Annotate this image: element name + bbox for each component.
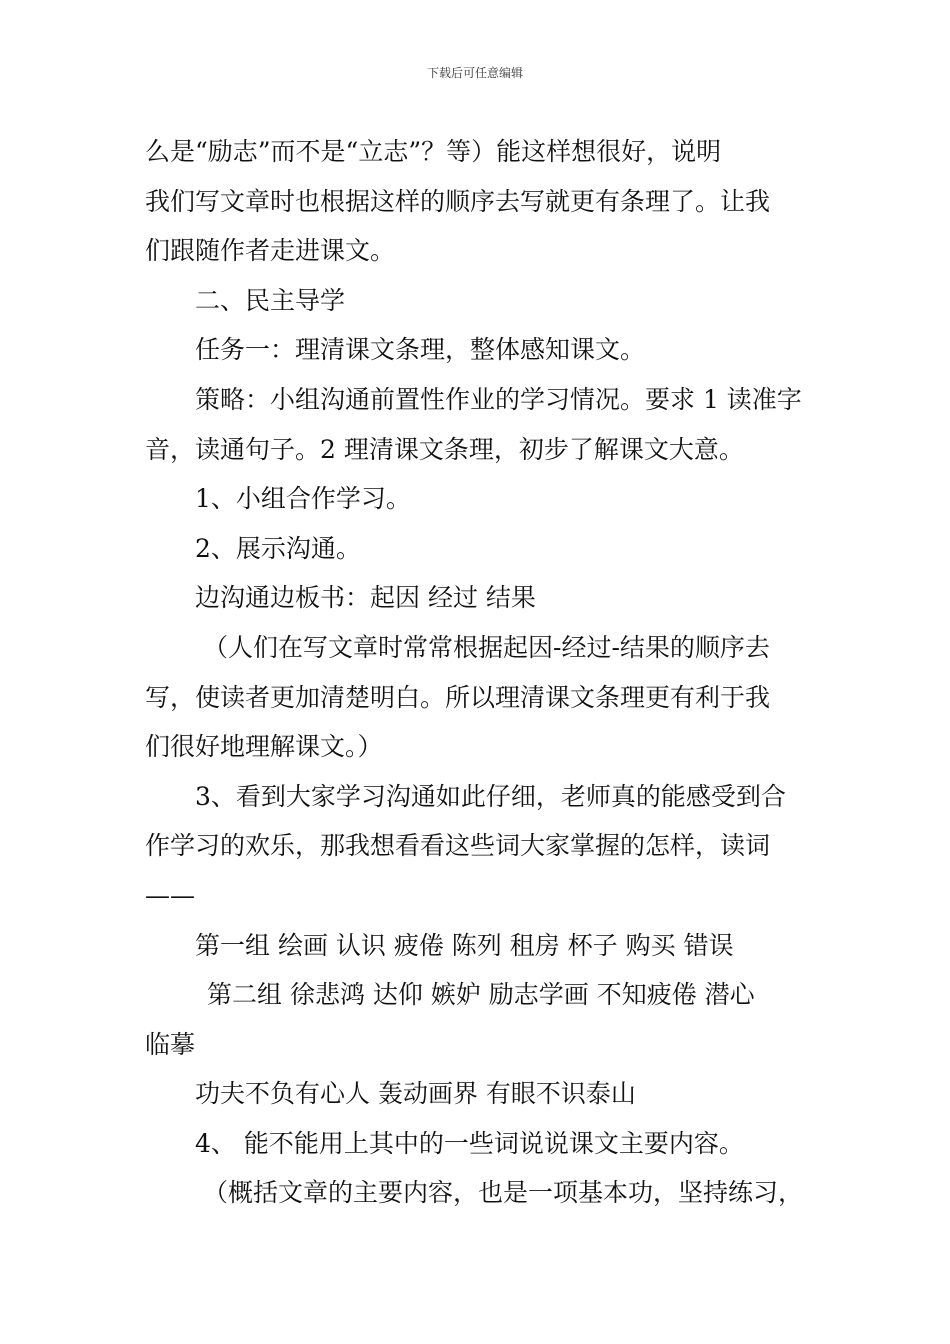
word-group-line: 第二组 徐悲鸿 达仰 嫉妒 励志学画 不知疲倦 潜心 bbox=[207, 980, 755, 1010]
paragraph-line: 写，使读者更加清楚明白。所以理清课文条理更有利于我 bbox=[145, 682, 771, 712]
word-group-line: 临摹 bbox=[145, 1029, 196, 1059]
task-title: 任务一：理清课文条理，整体感知课文。 bbox=[195, 335, 646, 365]
paragraph-line: 策略：小组沟通前置性作业的学习情况。要求 1 读准字 bbox=[195, 384, 802, 414]
word-group-line: 第一组 绘画 认识 疲倦 陈列 租房 杯子 购买 错误 bbox=[195, 930, 734, 960]
paragraph-line: 们跟随作者走进课文。 bbox=[145, 236, 396, 266]
paragraph-line: —— bbox=[145, 880, 195, 910]
paragraph-line: （人们在写文章时常常根据起因-经过-结果的顺序去 bbox=[203, 632, 770, 662]
list-item: 3、看到大家学习沟通如此仔细，老师真的能感受到合 bbox=[195, 781, 786, 811]
paragraph-line: 边沟通边板书：起因 经过 结果 bbox=[195, 583, 536, 613]
paragraph-line: 们很好地理解课文。） bbox=[145, 732, 383, 762]
paragraph-line: 音，读通句子。2 理清课文条理，初步了解课文大意。 bbox=[145, 434, 744, 464]
section-heading: 二、民主导学 bbox=[195, 285, 346, 315]
paragraph-line: 么是“励志”而不是“立志”？等）能这样想很好，说明 bbox=[145, 137, 722, 166]
list-item: 4、 能不能用上其中的一些词说说课文主要内容。 bbox=[195, 1128, 744, 1158]
document-body bbox=[145, 127, 815, 1218]
list-item: 1、小组合作学习。 bbox=[195, 484, 411, 514]
paragraph-line: 作学习的欢乐，那我想看看这些词大家掌握的怎样，读词 bbox=[145, 831, 771, 861]
word-group-line: 功夫不负有心人 轰动画界 有眼不识泰山 bbox=[195, 1079, 636, 1109]
paragraph-line: 我们写文章时也根据这样的顺序去写就更有条理了。让我 bbox=[145, 186, 771, 216]
page-header: 下载后可任意编辑 bbox=[426, 66, 523, 80]
list-item: 2、展示沟通。 bbox=[195, 533, 361, 563]
paragraph-line: （概括文章的主要内容，也是一项基本功，坚持练习， bbox=[203, 1178, 804, 1208]
